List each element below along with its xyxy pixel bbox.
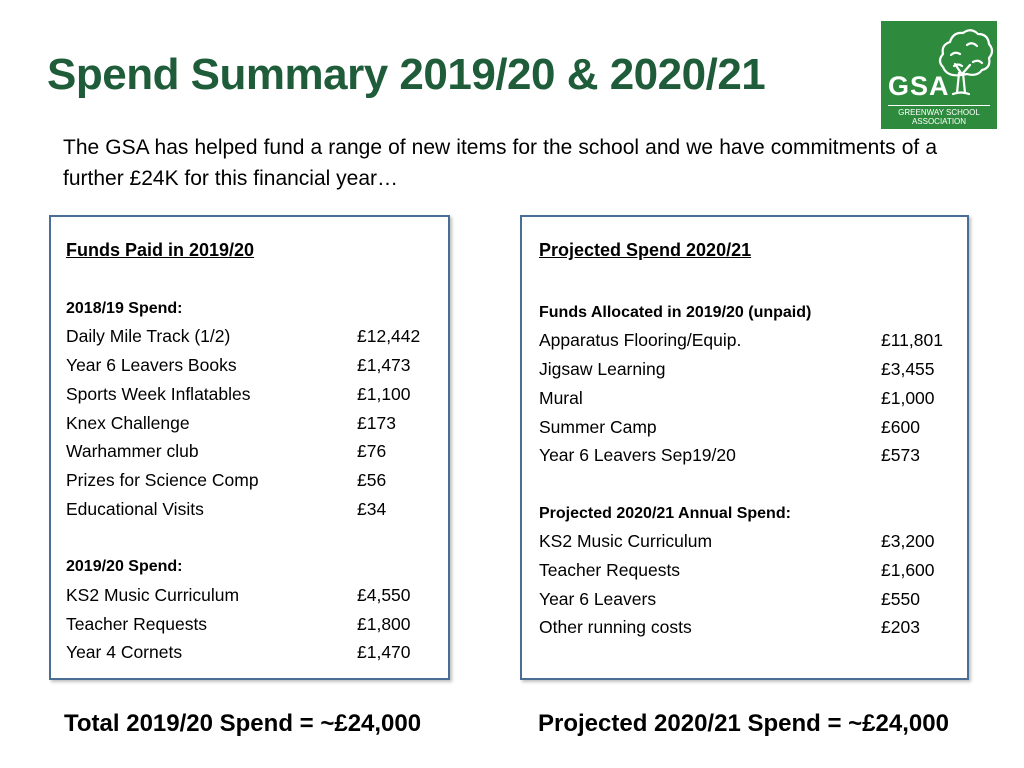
- item-amount: £3,455: [881, 359, 935, 379]
- line-item: [66, 355, 436, 384]
- section-heading: Funds Allocated in 2019/20 (unpaid): [539, 304, 812, 321]
- item-amount: £1,473: [357, 355, 411, 375]
- section-heading: 2019/20 Spend:: [66, 558, 183, 575]
- page-title: Spend Summary 2019/20 & 2020/21: [47, 50, 766, 99]
- item-amount: £4,550: [357, 585, 411, 605]
- line-item: [539, 417, 959, 446]
- logo-divider: [888, 105, 990, 106]
- line-item: [66, 413, 436, 442]
- line-item: [539, 445, 959, 474]
- line-item: [539, 617, 959, 646]
- logo-subtitle-line1: GREENWAY SCHOOL: [898, 108, 980, 117]
- item-amount: £1,600: [881, 560, 935, 580]
- line-item: [539, 388, 959, 417]
- item-amount: £34: [357, 499, 387, 519]
- total-2019-20: Total 2019/20 Spend = ~£24,000: [64, 710, 422, 737]
- item-amount: £1,470: [357, 642, 411, 662]
- item-amount: £11,801: [881, 330, 943, 350]
- item-label: Warhammer club: [66, 441, 199, 461]
- item-label: Prizes for Science Comp: [66, 470, 259, 490]
- funds-paid-panel: [49, 215, 450, 680]
- item-amount: £3,200: [881, 531, 935, 551]
- item-amount: £1,800: [357, 614, 411, 634]
- line-item: [66, 642, 436, 671]
- item-amount: £550: [881, 589, 920, 609]
- item-amount: £12,442: [357, 326, 421, 346]
- line-item: [539, 359, 959, 388]
- item-label: Teacher Requests: [66, 614, 208, 634]
- item-amount: £173: [357, 413, 396, 433]
- panel-heading: Funds Paid in 2019/20: [66, 240, 255, 260]
- intro-paragraph: The GSA has helped fund a range of new items for the school and we have commitments of a further £24K for this financial year…: [63, 136, 937, 190]
- panel-heading: Projected Spend 2020/21: [539, 240, 752, 260]
- logo-text: GSA: [888, 71, 950, 101]
- item-label: Sports Week Inflatables: [66, 384, 251, 404]
- item-amount: £203: [881, 617, 920, 637]
- item-amount: £76: [357, 441, 387, 461]
- item-label: Apparatus Flooring/Equip.: [539, 330, 742, 350]
- line-item: [539, 589, 959, 618]
- gsa-logo: [881, 21, 997, 129]
- projected-spend-panel: [520, 215, 969, 680]
- item-amount: £573: [881, 445, 920, 465]
- item-label: Year 6 Leavers: [539, 589, 657, 609]
- item-label: Summer Camp: [539, 417, 657, 437]
- line-item: [66, 499, 436, 528]
- line-item: [66, 326, 436, 355]
- item-label: Year 6 Leavers Sep19/20: [539, 445, 736, 465]
- line-item: [66, 384, 436, 413]
- item-label: KS2 Music Curriculum: [539, 531, 713, 551]
- item-label: Daily Mile Track (1/2): [66, 326, 231, 346]
- section-heading: 2018/19 Spend:: [66, 300, 183, 317]
- line-item: [66, 470, 436, 499]
- item-label: Other running costs: [539, 617, 692, 637]
- section-heading: Projected 2020/21 Annual Spend:: [539, 505, 791, 522]
- line-item: [539, 560, 959, 589]
- item-label: Teacher Requests: [539, 560, 681, 580]
- item-label: KS2 Music Curriculum: [66, 585, 240, 605]
- item-amount: £1,100: [357, 384, 411, 404]
- projected-total-2020-21: Projected 2020/21 Spend = ~£24,000: [538, 710, 949, 737]
- line-item: [539, 330, 959, 359]
- item-label: Knex Challenge: [66, 413, 190, 433]
- line-item: [66, 441, 436, 470]
- item-label: Jigsaw Learning: [539, 359, 666, 379]
- item-label: Year 6 Leavers Books: [66, 355, 237, 375]
- logo-subtitle-line2: ASSOCIATION: [911, 117, 967, 126]
- item-label: Year 4 Cornets: [66, 642, 183, 662]
- line-item: [539, 531, 959, 560]
- item-label: Mural: [539, 388, 583, 408]
- item-label: Educational Visits: [66, 499, 204, 519]
- line-item: [66, 614, 436, 643]
- item-amount: £600: [881, 417, 920, 437]
- item-amount: £56: [357, 470, 387, 490]
- line-item: [66, 585, 436, 614]
- item-amount: £1,000: [881, 388, 935, 408]
